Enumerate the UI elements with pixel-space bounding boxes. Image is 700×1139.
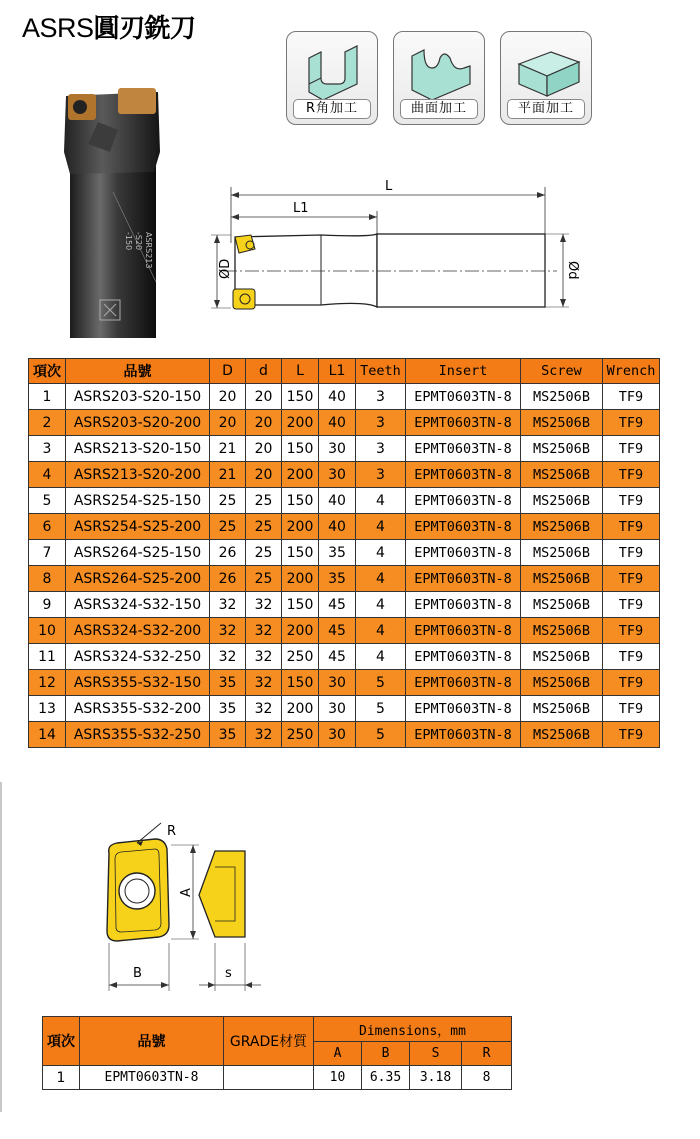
table-row	[29, 618, 660, 644]
table-cell: ASRS324-S32-250	[66, 644, 210, 670]
table-cell: 30	[319, 696, 356, 722]
grade-header-A: A	[314, 1042, 362, 1066]
table-cell: MS2506B	[521, 384, 603, 410]
table-cell: 45	[319, 592, 356, 618]
table-cell: 25	[246, 566, 282, 592]
title-cjk: 圓刃銑刀	[93, 13, 196, 43]
table-cell: ASRS355-S32-250	[66, 722, 210, 748]
table-cell: TF9	[603, 696, 660, 722]
table-cell: 21	[210, 462, 246, 488]
table-cell: MS2506B	[521, 462, 603, 488]
table-cell: 20	[246, 462, 282, 488]
insert-R-label: R	[167, 824, 177, 839]
table-cell: MS2506B	[521, 566, 603, 592]
table-cell: 250	[282, 722, 319, 748]
table-cell: MS2506B	[521, 436, 603, 462]
insert-B-label: B	[133, 966, 142, 981]
insert-A-label: A	[179, 888, 194, 897]
table-cell: 6	[29, 514, 66, 540]
table-cell: MS2506B	[521, 696, 603, 722]
table-cell: EPMT0603TN-8	[406, 540, 521, 566]
table-cell: 21	[210, 436, 246, 462]
table-cell: 3	[29, 436, 66, 462]
table-cell: 5	[356, 722, 406, 748]
grade-table	[42, 1016, 512, 1090]
col-header: D	[210, 359, 246, 384]
table-cell: 150	[282, 488, 319, 514]
table-cell: 5	[356, 696, 406, 722]
col-header: Wrench	[603, 359, 660, 384]
table-cell: ASRS203-S20-150	[66, 384, 210, 410]
table-cell: 7	[29, 540, 66, 566]
table-cell: 20	[246, 384, 282, 410]
table-cell: 4	[29, 462, 66, 488]
spec-table	[28, 358, 660, 748]
table-cell: 5	[29, 488, 66, 514]
table-cell: 45	[319, 644, 356, 670]
grade-header-S: S	[410, 1042, 462, 1066]
grade-row	[43, 1066, 512, 1090]
table-cell: ASRS203-S20-200	[66, 410, 210, 436]
grade-cell-part: EPMT0603TN-8	[80, 1066, 224, 1090]
engraving-line-3: -150	[124, 232, 133, 251]
table-row	[29, 514, 660, 540]
table-row	[29, 566, 660, 592]
engraving-line-2: -S20	[134, 232, 143, 251]
table-cell: 150	[282, 436, 319, 462]
table-cell: EPMT0603TN-8	[406, 436, 521, 462]
grade-header-B: B	[362, 1042, 410, 1066]
table-cell: 3	[356, 384, 406, 410]
table-cell: 200	[282, 514, 319, 540]
insert-drawing	[95, 815, 275, 1004]
col-header: Insert	[406, 359, 521, 384]
page-title	[22, 8, 196, 45]
table-cell: ASRS355-S32-150	[66, 670, 210, 696]
table-cell: 32	[246, 722, 282, 748]
table-cell: 20	[246, 410, 282, 436]
table-cell: EPMT0603TN-8	[406, 410, 521, 436]
table-cell: 4	[356, 488, 406, 514]
table-cell: 30	[319, 670, 356, 696]
badge-label-r-corner: R角加工	[293, 99, 371, 119]
table-cell: 2	[29, 410, 66, 436]
table-cell: 32	[246, 696, 282, 722]
badge-r-corner	[286, 31, 378, 125]
badge-label-flat-surface: 平面加工	[507, 99, 585, 119]
col-header: Screw	[521, 359, 603, 384]
insert-s-label: s	[225, 966, 232, 981]
table-cell: 9	[29, 592, 66, 618]
table-row	[29, 722, 660, 748]
table-cell: 35	[210, 696, 246, 722]
col-header: 項次	[29, 359, 66, 384]
flat-surface-icon	[509, 38, 585, 100]
table-cell: ASRS254-S25-200	[66, 514, 210, 540]
table-cell: 32	[210, 618, 246, 644]
table-cell: 200	[282, 618, 319, 644]
table-cell: ASRS213-S20-200	[66, 462, 210, 488]
table-cell: EPMT0603TN-8	[406, 670, 521, 696]
table-cell: 150	[282, 540, 319, 566]
table-cell: 32	[210, 644, 246, 670]
table-cell: 25	[246, 514, 282, 540]
table-cell: MS2506B	[521, 722, 603, 748]
table-cell: MS2506B	[521, 592, 603, 618]
table-cell: 200	[282, 462, 319, 488]
table-cell: TF9	[603, 670, 660, 696]
table-cell: TF9	[603, 436, 660, 462]
table-cell: EPMT0603TN-8	[406, 722, 521, 748]
table-cell: MS2506B	[521, 644, 603, 670]
table-cell: 10	[29, 618, 66, 644]
table-cell: TF9	[603, 462, 660, 488]
table-cell: 12	[29, 670, 66, 696]
table-row	[29, 462, 660, 488]
table-cell: TF9	[603, 722, 660, 748]
grade-cell-item: 1	[43, 1066, 80, 1090]
table-cell: 200	[282, 410, 319, 436]
table-cell: 30	[319, 722, 356, 748]
table-cell: ASRS264-S25-200	[66, 566, 210, 592]
table-cell: 20	[210, 410, 246, 436]
table-cell: 4	[356, 514, 406, 540]
table-cell: 40	[319, 410, 356, 436]
table-cell: EPMT0603TN-8	[406, 514, 521, 540]
table-cell: 35	[319, 540, 356, 566]
title-latin: ASRS	[22, 13, 94, 43]
col-header: d	[246, 359, 282, 384]
table-row	[29, 670, 660, 696]
dim-D-label: ØD	[218, 258, 233, 279]
table-cell: 26	[210, 540, 246, 566]
grade-cell-grade	[224, 1066, 314, 1090]
table-row	[29, 540, 660, 566]
table-cell: ASRS324-S32-150	[66, 592, 210, 618]
table-cell: EPMT0603TN-8	[406, 384, 521, 410]
table-cell: TF9	[603, 566, 660, 592]
table-cell: 32	[246, 670, 282, 696]
table-cell: 32	[246, 592, 282, 618]
dim-d-label: Ød	[565, 261, 580, 280]
table-cell: 25	[210, 514, 246, 540]
table-cell: 45	[319, 618, 356, 644]
table-cell: 150	[282, 670, 319, 696]
table-cell: 25	[246, 540, 282, 566]
table-cell: MS2506B	[521, 618, 603, 644]
tool-dimension-drawing	[195, 175, 605, 329]
table-row	[29, 644, 660, 670]
dim-L-label: L	[385, 179, 393, 194]
curved-surface-icon	[402, 38, 478, 100]
table-cell: EPMT0603TN-8	[406, 566, 521, 592]
grade-header-grade: GRADE材質	[224, 1017, 314, 1066]
table-cell: 3	[356, 462, 406, 488]
table-cell: 26	[210, 566, 246, 592]
table-cell: 32	[246, 644, 282, 670]
table-cell: ASRS213-S20-150	[66, 436, 210, 462]
table-cell: EPMT0603TN-8	[406, 644, 521, 670]
table-cell: TF9	[603, 592, 660, 618]
table-cell: EPMT0603TN-8	[406, 618, 521, 644]
grade-header-R: R	[462, 1042, 512, 1066]
badge-curved-surface	[393, 31, 485, 125]
grade-cell-B: 6.35	[362, 1066, 410, 1090]
table-cell: TF9	[603, 410, 660, 436]
table-cell: 30	[319, 436, 356, 462]
col-header: Teeth	[356, 359, 406, 384]
table-cell: ASRS254-S25-150	[66, 488, 210, 514]
table-cell: 4	[356, 566, 406, 592]
table-cell: 13	[29, 696, 66, 722]
table-cell: 40	[319, 514, 356, 540]
table-row	[29, 384, 660, 410]
table-cell: EPMT0603TN-8	[406, 696, 521, 722]
table-cell: 20	[246, 436, 282, 462]
grade-header-dims: Dimensions，mm	[314, 1017, 512, 1042]
table-cell: MS2506B	[521, 514, 603, 540]
table-row	[29, 696, 660, 722]
table-cell: 32	[210, 592, 246, 618]
r-corner-icon	[295, 38, 371, 100]
table-cell: 200	[282, 696, 319, 722]
table-cell: MS2506B	[521, 670, 603, 696]
table-cell: 30	[319, 462, 356, 488]
table-cell: TF9	[603, 488, 660, 514]
col-header: L	[282, 359, 319, 384]
table-cell: 35	[210, 722, 246, 748]
table-cell: 3	[356, 410, 406, 436]
table-cell: MS2506B	[521, 488, 603, 514]
table-cell: 32	[246, 618, 282, 644]
table-cell: 40	[319, 384, 356, 410]
table-cell: 8	[29, 566, 66, 592]
table-cell: 4	[356, 618, 406, 644]
table-cell: MS2506B	[521, 540, 603, 566]
table-cell: 40	[319, 488, 356, 514]
table-cell: 35	[210, 670, 246, 696]
table-cell: ASRS264-S25-150	[66, 540, 210, 566]
table-cell: 200	[282, 566, 319, 592]
col-header: L1	[319, 359, 356, 384]
table-cell: 4	[356, 592, 406, 618]
table-cell: EPMT0603TN-8	[406, 488, 521, 514]
table-cell: EPMT0603TN-8	[406, 592, 521, 618]
table-cell: 4	[356, 644, 406, 670]
table-cell: EPMT0603TN-8	[406, 462, 521, 488]
table-cell: MS2506B	[521, 410, 603, 436]
table-cell: ASRS324-S32-200	[66, 618, 210, 644]
tool-photo	[58, 82, 168, 342]
grade-cell-A: 10	[314, 1066, 362, 1090]
table-cell: TF9	[603, 514, 660, 540]
engraving-line-1: ASRS213	[144, 232, 153, 269]
badge-flat-surface	[500, 31, 592, 125]
grade-header-part: 品號	[80, 1017, 224, 1066]
table-cell: 20	[210, 384, 246, 410]
badge-label-curved-surface: 曲面加工	[400, 99, 478, 119]
table-cell: 11	[29, 644, 66, 670]
table-cell: TF9	[603, 618, 660, 644]
table-cell: 1	[29, 384, 66, 410]
table-cell: 25	[210, 488, 246, 514]
table-cell: 35	[319, 566, 356, 592]
grade-cell-S: 3.18	[410, 1066, 462, 1090]
table-cell: 150	[282, 384, 319, 410]
grade-cell-R: 8	[462, 1066, 512, 1090]
col-header: 品號	[66, 359, 210, 384]
table-row	[29, 410, 660, 436]
table-cell: 250	[282, 644, 319, 670]
table-cell: 5	[356, 670, 406, 696]
margin-rule	[0, 782, 2, 1112]
grade-header-item: 項次	[43, 1017, 80, 1066]
table-cell: 4	[356, 540, 406, 566]
table-row	[29, 436, 660, 462]
table-row	[29, 488, 660, 514]
table-cell: 3	[356, 436, 406, 462]
spec-table-header	[29, 359, 660, 384]
table-cell: 150	[282, 592, 319, 618]
table-cell: 25	[246, 488, 282, 514]
table-cell: TF9	[603, 644, 660, 670]
table-cell: ASRS355-S32-200	[66, 696, 210, 722]
table-cell: TF9	[603, 540, 660, 566]
table-cell: TF9	[603, 384, 660, 410]
table-row	[29, 592, 660, 618]
dim-L1-label: L1	[293, 201, 309, 216]
table-cell: 14	[29, 722, 66, 748]
